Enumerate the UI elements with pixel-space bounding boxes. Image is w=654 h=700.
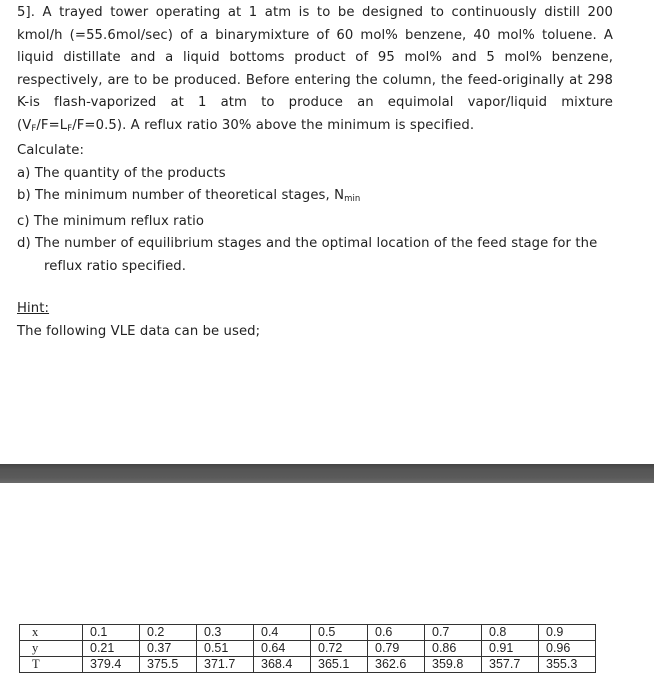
vle-cell: 0.21 xyxy=(83,641,140,657)
vle-cell: 362.6 xyxy=(368,657,425,673)
vle-row-t xyxy=(20,657,596,673)
problem-statement-end: /F=0.5). A reflux ratio 30% above the minimum is specified. xyxy=(72,117,475,133)
vle-cell: 355.3 xyxy=(539,657,596,673)
vle-row-label: y xyxy=(20,641,83,657)
vle-cell: 0.64 xyxy=(254,641,311,657)
vle-row-label: T xyxy=(20,657,83,673)
vle-row-label: x xyxy=(20,625,83,641)
hint-text: The following VLE data can be used; xyxy=(17,323,261,339)
ratio-middle: /F=L xyxy=(36,117,68,133)
vle-cell: 371.7 xyxy=(197,657,254,673)
hint-section xyxy=(17,298,613,343)
vle-cell: 0.86 xyxy=(425,641,482,657)
problem-statement xyxy=(17,2,613,140)
vle-row-y xyxy=(20,641,596,657)
vle-cell: 375.5 xyxy=(140,657,197,673)
vle-cell: 0.91 xyxy=(482,641,539,657)
vle-cell: 0.5 xyxy=(311,625,368,641)
vle-cell: 379.4 xyxy=(83,657,140,673)
vle-cell: 359.8 xyxy=(425,657,482,673)
vle-cell: 0.4 xyxy=(254,625,311,641)
vle-cell: 0.51 xyxy=(197,641,254,657)
vle-cell: 0.6 xyxy=(368,625,425,641)
liquid-fraction-subscript: F xyxy=(67,123,73,134)
vle-cell: 368.4 xyxy=(254,657,311,673)
task-b-text: b) The minimum number of theoretical stages, N xyxy=(17,188,345,203)
vle-table-body xyxy=(20,625,596,673)
vle-cell: 365.1 xyxy=(311,657,368,673)
vle-cell: 0.79 xyxy=(368,641,425,657)
vle-cell: 0.2 xyxy=(140,625,197,641)
vle-cell: 0.96 xyxy=(539,641,596,657)
task-b xyxy=(17,185,613,211)
vle-cell: 0.1 xyxy=(83,625,140,641)
task-c: c) The minimum reflux ratio xyxy=(17,213,205,229)
task-a: a) The quantity of the products xyxy=(17,165,226,181)
vle-cell: 0.37 xyxy=(140,641,197,657)
vle-data-table xyxy=(19,624,596,673)
vle-cell: 0.7 xyxy=(425,625,482,641)
task-d: d) The number of equilibrium stages and the optimal location of the feed stage for the reflux ratio specified. xyxy=(17,236,598,274)
calculate-heading: Calculate: xyxy=(17,143,85,158)
vle-row-x xyxy=(20,625,596,641)
problem-statement-main: 5]. A trayed tower operating at 1 atm is to be designed to continuously distill 200 kmol/h (=55.6mol/sec) of a binarymixture of 60 mol% benzene, 40 mol% toluene. A liquid distillate and a liquid bottoms product of 95 mol% and 5 mol% benzene, respectively, are to be produced. Before entering the column, the feed-originally at 298 K-is flash-vaporized at 1 atm to produce an equimolal vapor/liquid mixture (V xyxy=(17,5,613,133)
vle-cell: 0.8 xyxy=(482,625,539,641)
vle-cell: 0.9 xyxy=(539,625,596,641)
vle-cell: 0.72 xyxy=(311,641,368,657)
problem-text xyxy=(17,2,613,343)
vle-cell: 357.7 xyxy=(482,657,539,673)
hint-label: Hint: xyxy=(17,301,50,316)
page-divider-bar xyxy=(0,464,654,483)
task-b-subscript: min xyxy=(344,194,361,204)
vapor-fraction-subscript: F xyxy=(31,123,37,134)
vle-cell: 0.3 xyxy=(197,625,254,641)
